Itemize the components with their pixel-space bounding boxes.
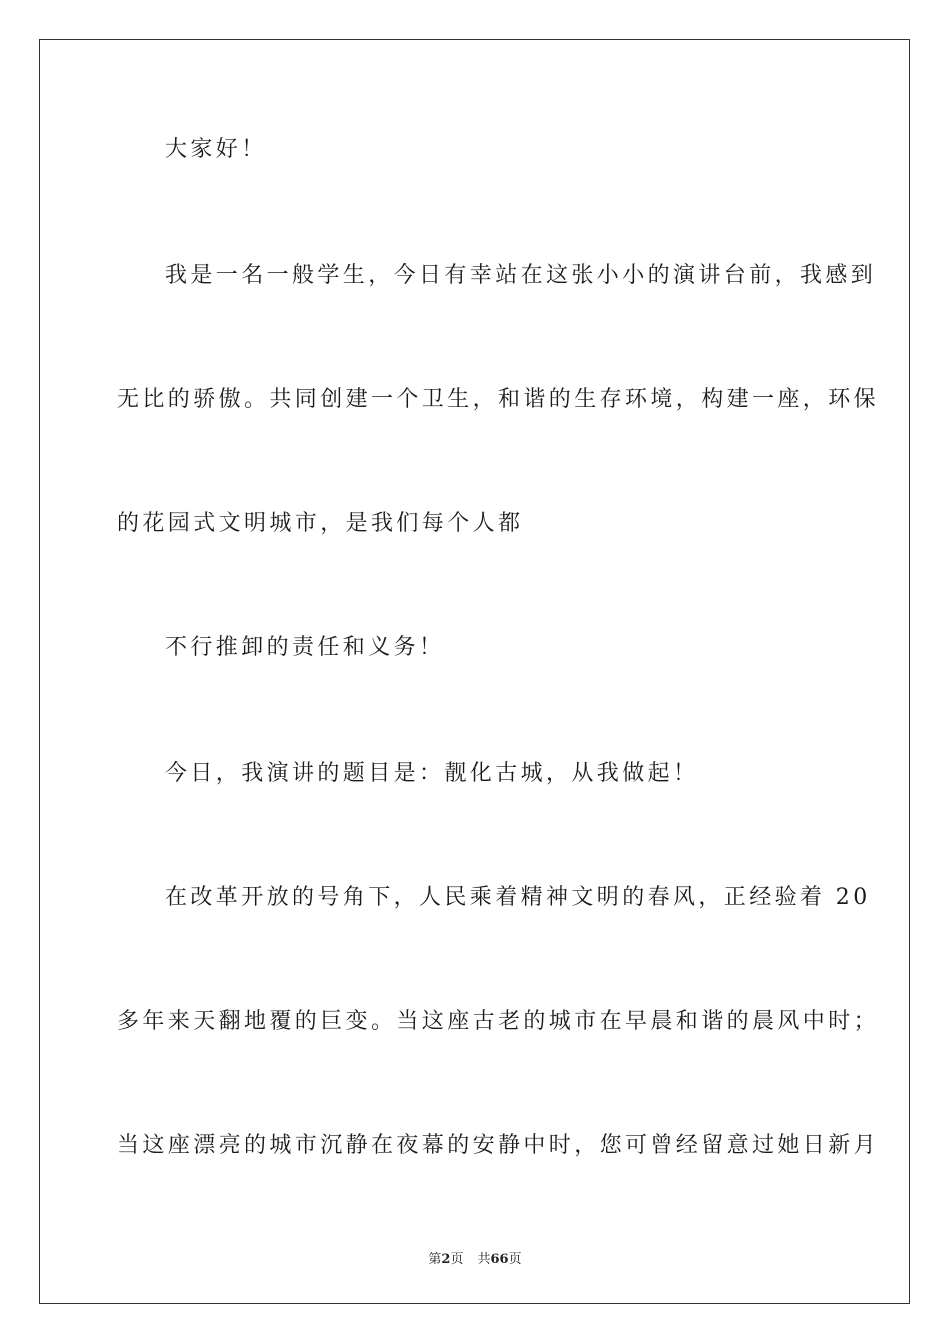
paragraph-line: 的花园式文明城市，是我们每个人都 bbox=[117, 511, 524, 536]
paragraph-line: 今日，我演讲的题目是：靓化古城，从我做起！ bbox=[165, 761, 699, 786]
page-footer bbox=[0, 1248, 950, 1267]
paragraph-line: 不行推卸的责任和义务！ bbox=[165, 635, 445, 660]
greeting-line: 大家好！ bbox=[165, 137, 267, 162]
paragraph-line: 多年来天翻地覆的巨变。当这座古老的城市在早晨和谐的晨风中时； bbox=[117, 1009, 880, 1034]
page-border bbox=[39, 39, 910, 1304]
page-suffix: 页 bbox=[450, 1252, 464, 1267]
paragraph-line: 当这座漂亮的城市沉静在夜幕的安静中时，您可曾经留意过她日新月 bbox=[117, 1133, 880, 1158]
total-pages: 66 bbox=[490, 1252, 509, 1267]
total-suffix: 页 bbox=[508, 1252, 522, 1267]
total-prefix: 共 bbox=[477, 1252, 491, 1267]
paragraph-line: 我是一名一般学生，今日有幸站在这张小小的演讲台前，我感到 bbox=[165, 263, 877, 288]
page-number: 2 bbox=[441, 1252, 451, 1267]
page-prefix: 第 bbox=[428, 1252, 442, 1267]
paragraph-line: 在改革开放的号角下，人民乘着精神文明的春风，正经验着 20 bbox=[165, 885, 871, 910]
paragraph-line: 无比的骄傲。共同创建一个卫生，和谐的生存环境，构建一座，环保 bbox=[117, 387, 880, 412]
